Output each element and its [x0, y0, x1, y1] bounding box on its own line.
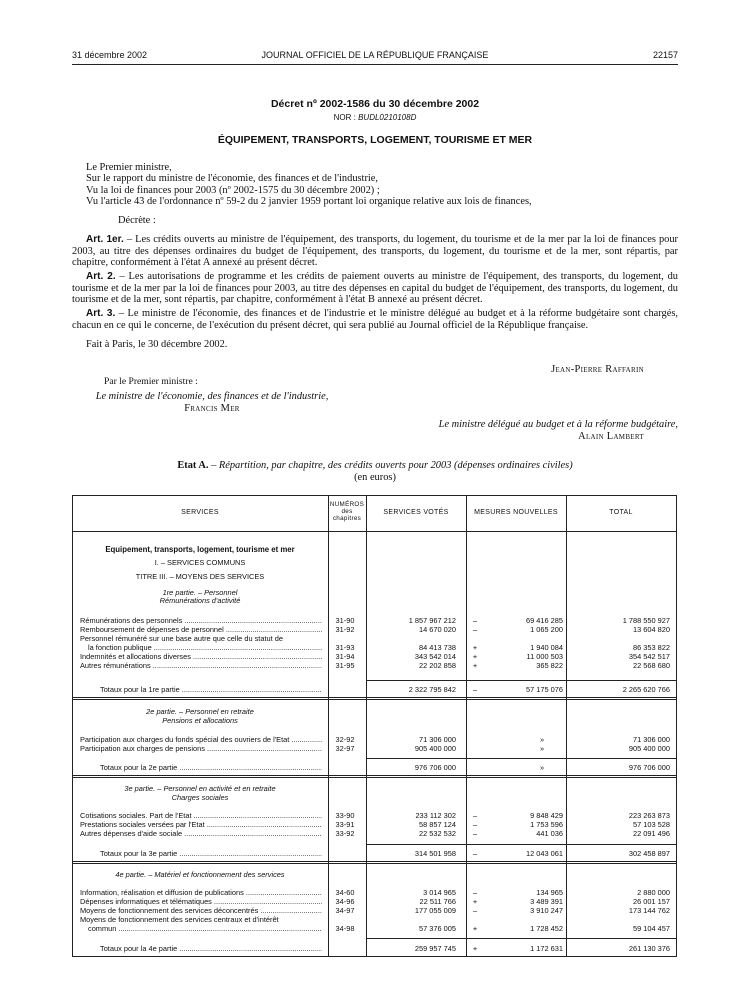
row-total: 261 130 376	[628, 944, 670, 953]
etat-a-title	[72, 460, 678, 484]
subtotal-rule	[366, 938, 677, 939]
section-part3-title: 3e partie. – Personnel en activité et en retraite	[124, 784, 276, 793]
row-mesures: 3 910 247	[530, 906, 563, 915]
row-mesures: 1 065 200	[530, 625, 563, 634]
row-chapter: 31-93	[335, 643, 355, 652]
row-total: 1 788 550 927	[622, 616, 670, 625]
row-chapter: 31-90	[335, 616, 355, 625]
ministry-heading: ÉQUIPEMENT, TRANSPORTS, LOGEMENT, TOURISME ET MER	[217, 134, 533, 146]
row-mesures: 12 043 061	[526, 849, 563, 858]
row-total: 976 706 000	[628, 763, 670, 772]
row-label-continued: commun .....	[88, 924, 322, 933]
row-label-continued: la fonction publique .....	[88, 643, 322, 652]
decree-title: Décret nº 2002-1586 du 30 décembre 2002	[270, 98, 480, 110]
row-mesures: 1 728 452	[530, 924, 563, 933]
section-ministry: Equipement, transports, logement, tourisme et mer	[105, 545, 295, 554]
row-total: 71 306 000	[633, 735, 670, 744]
row-total: 22 091 496	[633, 829, 670, 838]
row-sign: »	[539, 735, 545, 744]
row-total: 905 400 000	[628, 744, 670, 753]
row-chapter: 33-90	[335, 811, 355, 820]
row-services-votes: 2 322 795 842	[408, 685, 456, 694]
row-label: Moyens de fonctionnement des services centraux et d'intérêt	[80, 915, 279, 924]
signature-eco-name: Francis Mer	[184, 403, 240, 414]
section-services-communs: I. – SERVICES COMMUNS	[154, 558, 246, 567]
row-mesures: 441 036	[536, 829, 563, 838]
article-label: Art. 2.	[86, 271, 116, 283]
row-label: Remboursement de dépenses de personnel .....	[80, 625, 322, 634]
row-chapter: 31-95	[335, 661, 355, 670]
row-mesures: 365 822	[536, 661, 563, 670]
row-chapter: 31-92	[335, 625, 355, 634]
article-text: – Les crédits ouverts au ministre de l'équipement, des transports, du logement, du tourisme et de la mer par la loi de finances pour 2003, au titre des dépenses ordinaires du budget de l'équipement, des transports, du logement, du tourisme et de la mer, sont répartis, par chapitre, conformément à l'état A annexé au présent décret.	[72, 234, 678, 269]
signature-prime-minister: Jean-Pierre Raffarin	[551, 364, 644, 375]
decree-body	[72, 162, 678, 350]
row-chapter: 34-60	[335, 888, 355, 897]
article-3	[72, 308, 678, 331]
row-services-votes: 22 202 858	[419, 661, 456, 670]
row-sign: »	[539, 744, 545, 753]
nor-prefix: NOR :	[333, 113, 356, 122]
row-total: 2 880 000	[637, 888, 670, 897]
row-label: Totaux pour la 1re partie .....	[100, 685, 322, 694]
row-label: Totaux pour la 3e partie .....	[100, 849, 322, 858]
row-sign: –	[472, 625, 478, 634]
row-mesures: 134 965	[536, 888, 563, 897]
article-1	[72, 234, 678, 268]
row-sign: +	[472, 661, 478, 670]
col-header-numeros: NUMÉROS des chapitres	[329, 501, 365, 522]
row-chapter: 32-92	[335, 735, 355, 744]
row-chapter: 33-91	[335, 820, 355, 829]
row-total: 57 103 528	[633, 820, 670, 829]
signature-eco-title: Le ministre de l'économie, des finances et de l'industrie,	[95, 391, 329, 402]
row-sign: –	[472, 888, 478, 897]
etat-unit: (en euros)	[354, 472, 396, 483]
row-mesures: 1 940 084	[530, 643, 563, 652]
row-sign: –	[472, 685, 478, 694]
article-2	[72, 271, 678, 305]
row-services-votes: 84 413 738	[419, 643, 456, 652]
row-label: Participation aux charges de pensions .....	[80, 744, 322, 753]
row-total: 59 104 457	[633, 924, 670, 933]
section-titre: TITRE III. – MOYENS DES SERVICES	[135, 572, 265, 581]
row-mesures: 11 000 503	[526, 652, 563, 661]
col-header-mesures: MESURES NOUVELLES	[474, 509, 558, 516]
row-label: Indemnités et allocations diverses .....	[80, 652, 322, 661]
row-services-votes: 57 376 005	[419, 924, 456, 933]
col-header-votes: SERVICES VOTÉS	[383, 509, 449, 516]
preamble-line: Vu l'article 43 de l'ordonnance nº 59-2 du 2 janvier 1959 portant loi organique relative aux lois de finances,	[86, 195, 532, 207]
row-sign: +	[472, 897, 478, 906]
section-separator	[72, 697, 677, 700]
subtotal-rule	[366, 680, 677, 681]
article-text: – Le ministre de l'économie, des finances et de l'industrie et le ministre délégué au budget et à la réforme budgétaire sont chargés, chacun en ce qui le concerne, de l'exécution du présent décret, qui sera publié au Journal officiel de la République française.	[72, 308, 679, 331]
col-header-services: SERVICES	[181, 509, 219, 516]
row-label: Rémunérations des personnels .....	[80, 616, 322, 625]
row-sign: +	[472, 652, 478, 661]
row-services-votes: 58 857 124	[419, 820, 456, 829]
row-services-votes: 22 532 532	[419, 829, 456, 838]
row-total: 354 542 517	[628, 652, 670, 661]
section-part1-title: 1re partie. – Personnel	[162, 588, 238, 597]
header-date: 31 décembre 2002	[72, 50, 148, 60]
row-services-votes: 14 670 020	[419, 625, 456, 634]
header-page-number: 22157	[652, 50, 678, 60]
row-mesures: 3 489 391	[530, 897, 563, 906]
section-part2-subtitle: Pensions et allocations	[162, 716, 238, 725]
row-label: Prestations sociales versées par l'Etat .....	[80, 820, 322, 829]
row-sign: +	[472, 643, 478, 652]
nor-code: BUDL0210108D	[358, 113, 417, 122]
signature-budget-name: Alain Lambert	[578, 431, 644, 442]
table-bottom-border	[72, 956, 677, 957]
row-total: 173 144 762	[628, 906, 670, 915]
decree-nor	[72, 113, 678, 122]
row-sign: +	[472, 924, 478, 933]
etat-a-table	[72, 495, 677, 957]
row-sign: –	[472, 906, 478, 915]
signature-by-pm: Par le Premier ministre :	[104, 376, 198, 387]
row-sign: –	[472, 820, 478, 829]
row-total: 2 265 620 766	[622, 685, 670, 694]
row-services-votes: 71 306 000	[419, 735, 456, 744]
row-label: Moyens de fonctionnement des services déconcentrés .....	[80, 906, 322, 915]
row-mesures: 1 172 631	[530, 944, 563, 953]
row-mesures: 1 753 596	[530, 820, 563, 829]
preamble-line: Vu la loi de finances pour 2003 (nº 2002-1575 du 30 décembre 2002) ;	[86, 184, 380, 196]
header-journal-title: JOURNAL OFFICIEL DE LA RÉPUBLIQUE FRANÇAISE	[261, 50, 489, 60]
col-rule	[676, 495, 677, 957]
section-separator	[72, 775, 677, 778]
section-part3-subtitle: Charges sociales	[171, 793, 229, 802]
row-label: Cotisations sociales. Part de l'Etat .....	[80, 811, 322, 820]
row-chapter: 32-97	[335, 744, 355, 753]
row-sign: –	[472, 829, 478, 838]
row-services-votes: 22 511 766	[419, 897, 456, 906]
subtotal-rule	[366, 844, 677, 845]
header-rule	[72, 64, 678, 65]
row-label: Participation aux charges du fonds spécial des ouvriers de l'Etat .....	[80, 735, 322, 744]
row-total: 26 001 157	[633, 897, 670, 906]
row-chapter: 33-92	[335, 829, 355, 838]
preamble-line: Le Premier ministre,	[86, 162, 172, 173]
row-sign: »	[539, 763, 545, 772]
row-sign: +	[472, 944, 478, 953]
table-top-border	[72, 495, 677, 496]
row-total: 22 568 680	[633, 661, 670, 670]
row-total: 302 458 897	[628, 849, 670, 858]
row-services-votes: 314 501 958	[414, 849, 456, 858]
table-header-rule	[72, 531, 677, 532]
row-mesures: 69 416 285	[526, 616, 563, 625]
row-label: Autres dépenses d'aide sociale .....	[80, 829, 322, 838]
section-part1-subtitle: Rémunérations d'activité	[159, 596, 241, 605]
signature-budget-title: Le ministre délégué au budget et à la réforme budgétaire,	[438, 419, 678, 430]
row-services-votes: 233 112 302	[415, 811, 456, 820]
row-label: Totaux pour la 2e partie .....	[100, 763, 322, 772]
article-label: Art. 1er.	[86, 234, 124, 246]
row-services-votes: 976 706 000	[414, 763, 456, 772]
row-sign: –	[472, 616, 478, 625]
row-label: Dépenses informatiques et télématiques .....	[80, 897, 322, 906]
section-part2-title: 2e partie. – Personnel en retraite	[146, 707, 254, 716]
row-label: Autres rémunérations .....	[80, 661, 322, 670]
row-services-votes: 905 400 000	[414, 744, 456, 753]
row-sign: –	[472, 849, 478, 858]
article-text: – Les autorisations de programme et les crédits de paiement ouverts au ministre de l'équipement, des transports, du logement, du tourisme et de la mer par la loi de finances pour 2003, au titre des dépenses en capital du budget de l'équipement, des transports, du logement, du tourisme et de la mer, sont répartis, par chapitre, conformément à l'état B annexé au présent décret.	[72, 271, 678, 305]
running-header	[72, 50, 678, 64]
row-chapter: 34-96	[335, 897, 355, 906]
row-mesures: 57 175 076	[526, 685, 563, 694]
row-services-votes: 259 957 745	[414, 944, 456, 953]
row-total: 86 353 822	[633, 643, 670, 652]
row-mesures: 9 848 429	[530, 811, 563, 820]
etat-label: Etat A.	[177, 460, 209, 471]
subtotal-rule	[366, 758, 677, 759]
row-label: Totaux pour la 4e partie .....	[100, 944, 322, 953]
row-services-votes: 1 857 967 212	[408, 616, 456, 625]
section-part4-title: 4e partie. – Matériel et fonctionnement des services	[115, 870, 285, 879]
col-header-total: TOTAL	[609, 509, 633, 516]
row-services-votes: 343 542 014	[414, 652, 456, 661]
row-services-votes: 177 055 009	[414, 906, 456, 915]
article-label: Art. 3.	[86, 308, 116, 320]
row-sign: –	[472, 811, 478, 820]
row-chapter: 34-97	[335, 906, 355, 915]
preamble-line: Sur le rapport du ministre de l'économie, des finances et de l'industrie,	[86, 173, 379, 185]
section-separator	[72, 861, 677, 864]
row-label: Information, réalisation et diffusion de publications .....	[80, 888, 322, 897]
row-total: 13 604 820	[633, 625, 670, 634]
row-chapter: 31-94	[335, 652, 355, 661]
done-at: Fait à Paris, le 30 décembre 2002.	[86, 338, 228, 350]
row-total: 223 263 873	[628, 811, 670, 820]
etat-caption: – Répartition, par chapitre, des crédits ouverts pour 2003 (dépenses ordinaires civiles)	[208, 460, 573, 471]
decrete-line: Décrète :	[118, 215, 156, 227]
row-chapter: 34-98	[335, 924, 355, 933]
row-services-votes: 3 014 965	[423, 888, 456, 897]
row-label: Personnel rémunéré sur une base autre que celle du statut de	[80, 634, 283, 643]
